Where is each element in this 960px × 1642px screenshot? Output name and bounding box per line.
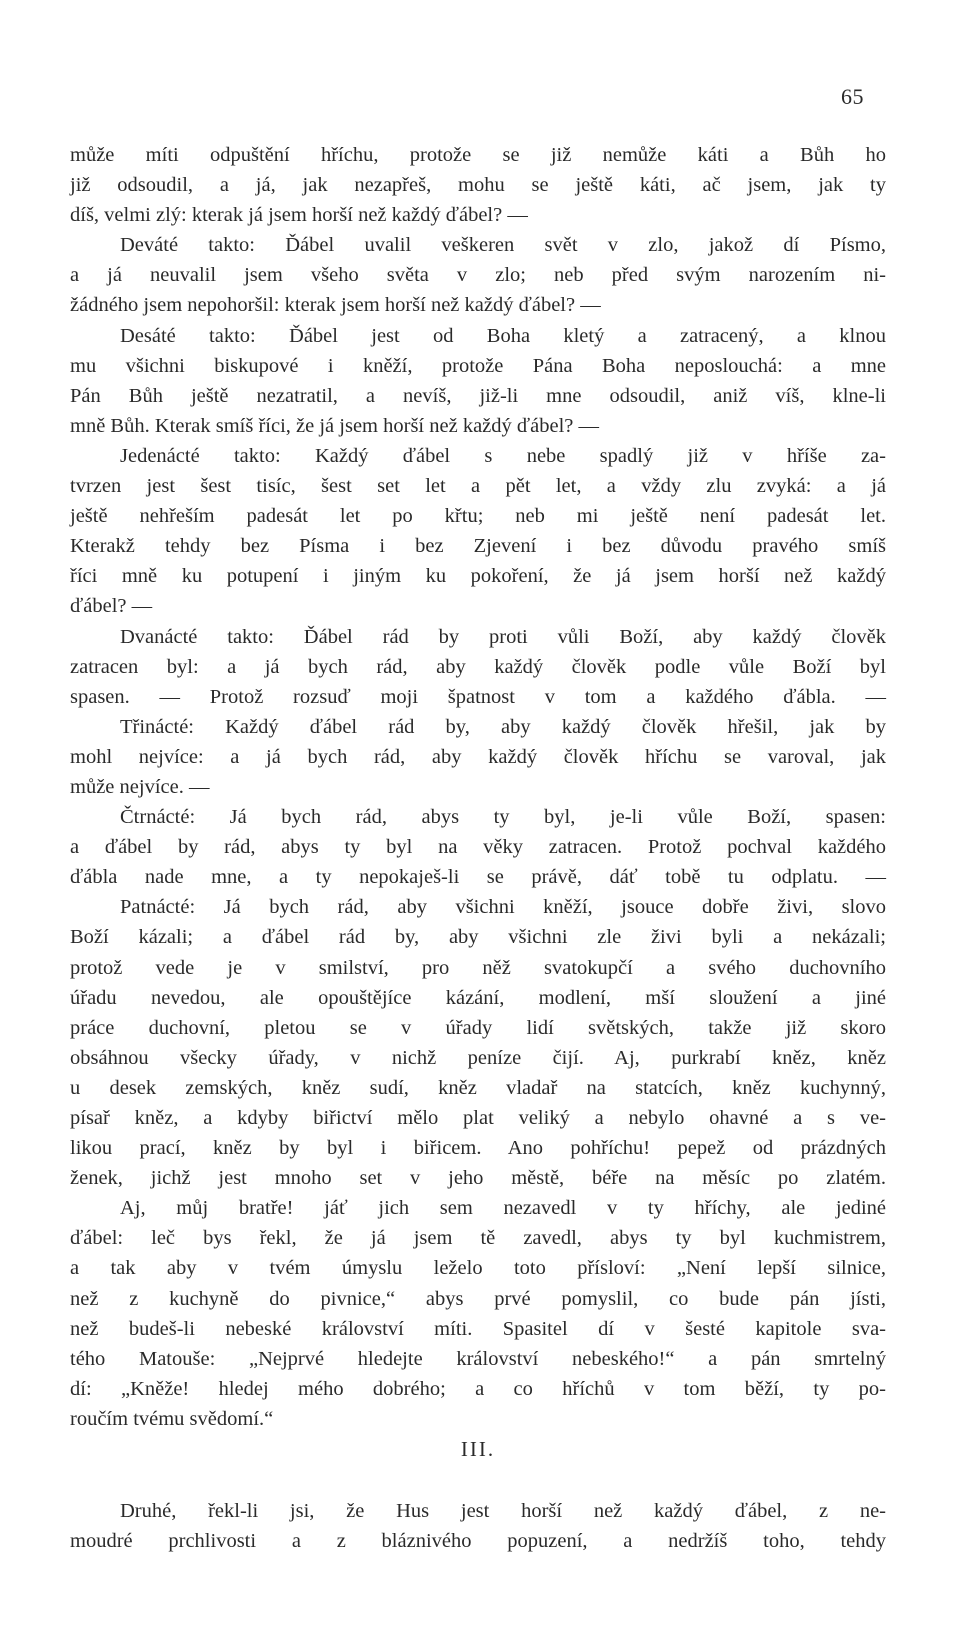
text-line: mně Bůh. Kterak smíš říci, že já jsem horší než každý ďábel? — <box>70 414 600 437</box>
text-line: Třinácté: Každý ďábel rád by, aby každý člověk hřešil, jak by <box>120 715 886 738</box>
text-line: písař kněz, a kdyby biřictví mělo plat veliký a nebylo ohavné a s ve- <box>70 1107 886 1129</box>
text-line: již odsoudil, a já, jak nezapřeš, mohu se ještě káti, ač jsem, jak ty <box>70 174 886 197</box>
text-line: dí: „Kněže! hledej mého dobrého; a co hříchů v tom běží, ty po- <box>70 1377 886 1400</box>
text-line: Desáté takto: Ďábel jest od Boha kletý a zatracený, a klnou <box>120 324 886 347</box>
text-line: a já neuvalil jsem všeho světa v zlo; neb před svým narozením ni- <box>70 264 886 287</box>
text-line: ďábel? — <box>70 595 153 618</box>
text-line: zatracen byl: a já bych rád, aby každý člověk podle vůle Boží byl <box>70 655 886 678</box>
text-line: tvrzen jest šest tisíc, šest set let a pět let, a vždy zlu zvyká: a já <box>70 475 886 498</box>
text-line: než z kuchyně do pivnice,“ abys prvé pomyslil, co bude pán jísti, <box>70 1287 886 1310</box>
text-line: může míti odpuštění hříchu, protože se již nemůže káti a Bůh ho <box>70 144 886 166</box>
text-line: Aj, můj bratře! jáť jich sem nezavedl v ty hříchy, ale jediné <box>120 1197 886 1220</box>
text-line: u desek zemských, kněz sudí, kněz vladař na statcích, kněz kuchynný, <box>70 1076 886 1099</box>
text-line: a ďábel by rád, abys ty byl na věky zatracen. Protož pochval každého <box>70 836 886 859</box>
text-line: práce duchovní, pletou se v úřady lidí světských, takže již skoro <box>70 1016 886 1039</box>
text-line: než budeš-li nebeské království míti. Spasitel dí v šesté kapitole sva- <box>70 1317 886 1340</box>
page-number: 65 <box>841 84 864 109</box>
text-line: může nejvíce. — <box>70 775 210 798</box>
text-line: žádného jsem nepohoršil: kterak jsem horší než každý ďábel? — <box>70 294 601 317</box>
text-line: Jedenácté takto: Každý ďábel s nebe spadlý již v hříše za- <box>120 444 886 467</box>
text-line: roučím tvému svědomí.“ <box>70 1407 274 1430</box>
text-line: ženek, jichž jest mnoho set v jeho městě, béře na měsíc po zlatém. <box>70 1167 886 1190</box>
text-line: Patnácté: Já bych rád, aby všichni kněží, jsouce dobře živi, slovo <box>120 896 886 919</box>
text-line: říci mně ku potupení i jiným ku pokoření, že já jsem horší než každý <box>70 565 886 588</box>
text-line: Dvanácté takto: Ďábel rád by proti vůli Boží, aby každý člověk <box>120 625 886 648</box>
text-line: díš, velmi zlý: kterak já jsem horší než každý ďábel? — <box>70 204 528 227</box>
text-line: Pán Bůh ještě nezatratil, a nevíš, již-li mne odsoudil, aniž víš, klne-li <box>70 384 886 407</box>
text-line: spasen. — Protož rozsuď moji špatnost v tom a každého ďábla. — <box>70 685 886 708</box>
text-line: likou prací, kněz by byl i biřicem. Ano pohříchu! pepež od prázdných <box>70 1137 886 1160</box>
text-line: ďábel: leč bys řekl, že já jsem tě zavedl, abys ty byl kuchmistrem, <box>70 1227 886 1250</box>
text-line: Boží kázali; a ďábel rád by, aby všichni zle živi byli a nekázali; <box>70 926 886 949</box>
text-line: protož vede je v smilství, pro něž svatokupčí a svého duchovního <box>70 956 886 979</box>
text-line: ďábla nade mne, a ty nepokaješ-li se právě, dáť tobě tu odplatu. — <box>70 866 886 889</box>
text-line: Čtrnácté: Já bych rád, abys ty byl, je-li vůle Boží, spasen: <box>120 806 886 829</box>
section-heading: III. <box>460 1437 496 1462</box>
text-line: mohl nejvíce: a já bych rád, aby každý člověk hříchu se varoval, jak <box>70 745 886 768</box>
text-line: Druhé, řekl-li jsi, že Hus jest horší než každý ďábel, z ne- <box>120 1500 886 1523</box>
text-line: moudré prchlivosti a z bláznivého popuzení, a nedržíš toho, tehdy <box>70 1530 886 1553</box>
text-line: Deváté takto: Ďábel uvalil veškeren svět v zlo, jakož dí Písmo, <box>120 234 886 257</box>
text-line: úřadu nevedou, ale opouštějíce kázání, modlení, mší sloužení a jiné <box>70 986 886 1009</box>
text-line: Kterakž tehdy bez Písma i bez Zjevení i bez důvodu pravého smíš <box>70 535 886 558</box>
text-line: mu všichni biskupové i kněží, protože Pána Boha neposlouchá: a mne <box>70 354 886 377</box>
text-line: a tak aby v tvém úmyslu leželo toto přísloví: „Není lepší silnice, <box>70 1257 886 1280</box>
body-text <box>70 140 886 1556</box>
text-line: ještě nehřeším padesát let po křtu; neb mi ještě není padesát let. <box>70 505 886 528</box>
text-line: tého Matouše: „Nejprvé hledejte království nebeského!“ a pán smrtelný <box>70 1347 886 1370</box>
text-line: obsáhnou všecky úřady, v nichž peníze čijí. Aj, purkrabí kněz, kněz <box>70 1046 886 1069</box>
